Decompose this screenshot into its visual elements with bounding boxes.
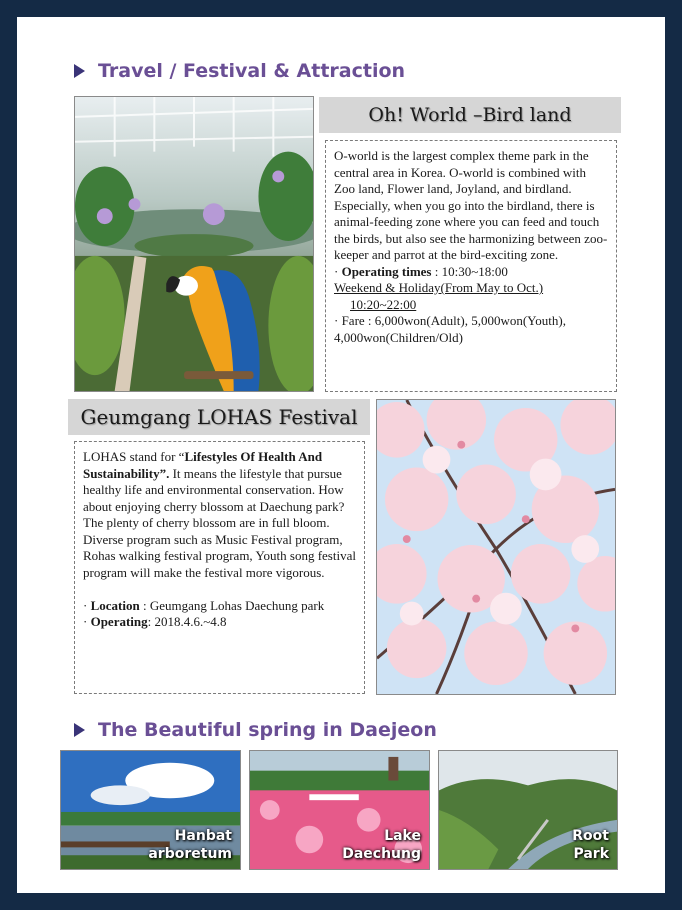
- oworld-operating-label: Operating times: [341, 263, 432, 279]
- oworld-fare: · Fare : 6,000won(Adult), 5,000won(Youth), 4,000won(Children/Old): [334, 313, 566, 345]
- root-park-caption: [572, 827, 609, 863]
- oworld-title-bar: [319, 97, 621, 133]
- lake-daechung-photo: [249, 750, 430, 870]
- travel-section-heading: [74, 60, 405, 82]
- root-park-photo: [438, 750, 618, 870]
- oworld-description: O-world is the largest complex theme park in the central area in Korea. O-world is combined with Zoo land, Flower land, Joyland, and birdland. Especially, when you go into the birdland, there is animal-feeding zone where you can feed and touch the birds, but also see the harmonizing between zoo-keeper and parrot at the bird-exciting zone.: [334, 148, 608, 262]
- lohas-operating-line: · Operating: 2018.4.6.~4.8: [83, 614, 227, 629]
- lohas-location-line: · Location : Geumgang Lohas Daechung park: [83, 597, 325, 613]
- triangle-bullet-icon: [74, 723, 85, 737]
- hanbat-caption-line2: arboretum: [148, 846, 232, 862]
- daechung-caption-line2: Daechung: [342, 846, 421, 862]
- brochure-page: [17, 17, 665, 893]
- lohas-description-box: [74, 441, 365, 694]
- lohas-intro-prefix: LOHAS stand for “: [83, 449, 185, 464]
- daechung-caption-line1: Lake: [384, 828, 421, 844]
- lohas-title: Geumgang LOHAS Festival: [80, 405, 358, 429]
- lohas-intro: [83, 449, 356, 581]
- triangle-bullet-icon: [74, 64, 85, 78]
- spring-heading-text: The Beautiful spring in Daejeon: [98, 719, 437, 741]
- oworld-description-box: [325, 140, 617, 392]
- oworld-operating-line: · Operating times : 10:30~18:00: [334, 263, 508, 279]
- lohas-location-value: : Geumgang Lohas Daechung park: [139, 597, 325, 613]
- oworld-weekend-time: 10:20~22:00: [350, 296, 417, 312]
- lohas-intro-bold: Lifestyles Of Health And Sustainability”.: [83, 449, 323, 481]
- hanbat-caption: [148, 827, 232, 863]
- daechung-caption: [342, 827, 421, 863]
- lohas-location-label: Location: [90, 597, 140, 613]
- hanbat-caption-line1: Hanbat: [174, 828, 232, 844]
- cherry-blossom-photo: [376, 399, 616, 695]
- hanbat-arboretum-photo: [60, 750, 241, 870]
- oworld-weekend-label: Weekend & Holiday(From May to Oct.): [334, 280, 544, 295]
- lohas-operating-value: : 2018.4.6.~4.8: [147, 614, 227, 629]
- root-park-caption-line1: Root: [572, 828, 609, 844]
- lohas-operating-label: Operating: [90, 614, 148, 629]
- root-park-caption-line2: Park: [573, 846, 609, 862]
- travel-heading-text: Travel / Festival & Attraction: [98, 60, 406, 82]
- lohas-intro-rest: It means the lifestyle that pursue healthy life and environmental conservation. How about enjoying cherry blossom at Daechung park? The plenty of cherry blossom are in full bloom. Diverse program such as Music Festival program, Rohas walking festival program, Youth song festival program will make the festival more vigorous.: [83, 465, 356, 580]
- spacer: [83, 581, 356, 598]
- spring-section-heading: [74, 719, 437, 741]
- oworld-operating-value: : 10:30~18:00: [431, 263, 508, 279]
- birdland-parrot-photo: [74, 96, 314, 392]
- oworld-title: Oh! World –Bird land: [368, 104, 572, 126]
- lohas-title-bar: [68, 399, 370, 435]
